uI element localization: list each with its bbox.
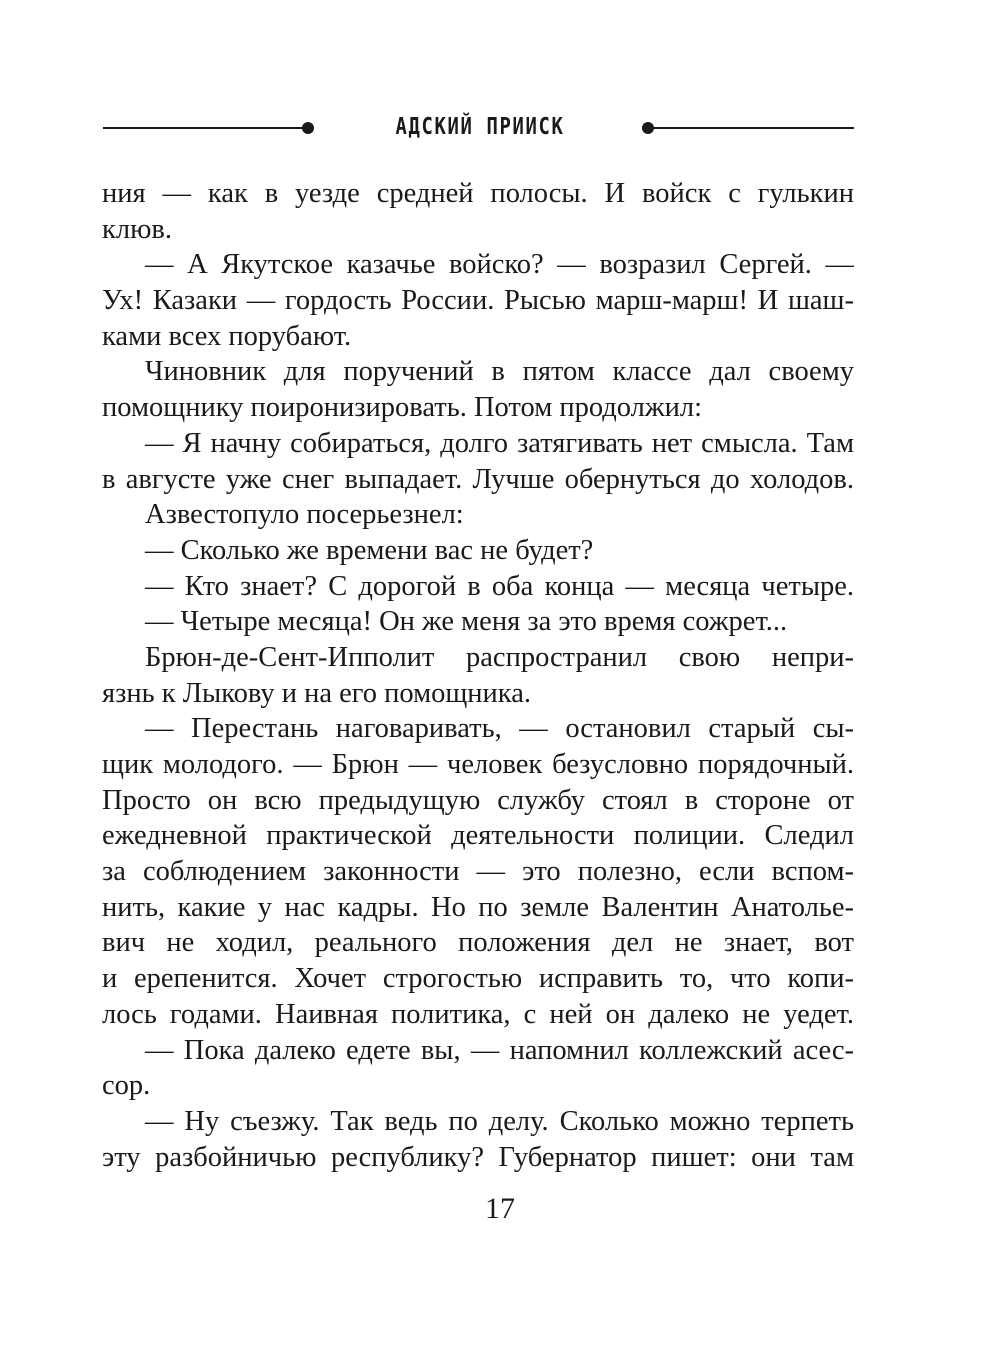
text-line: — Ну съезжу. Так ведь по делу. Сколько можно терпеть <box>145 1105 854 1137</box>
text-line: ежедневной практической деятельности полиции. Следил <box>102 820 854 852</box>
text-line: щик молодого. — Брюн — человек безусловно порядочный. <box>102 749 854 780</box>
text-line: сор. <box>102 1070 151 1102</box>
text-line: — Я начну собираться, долго затягивать нет смысла. Там <box>145 427 854 459</box>
text-line: — Кто знает? С дорогой в оба конца — месяца четыре. <box>145 570 854 602</box>
body-text <box>102 176 854 1175</box>
page-number: 17 <box>485 1192 515 1225</box>
text-line: и ерепенится. Хочет строгостью исправить то, что копи- <box>102 963 854 995</box>
text-line: Брюн-де-Сент-Ипполит распространил свою непри- <box>145 641 854 673</box>
text-line: эту разбойничью республику? Губернатор пишет: они там <box>102 1141 854 1173</box>
text-line: Ух! Казаки — гордость России. Рысью марш-марш! И шаш- <box>102 285 854 317</box>
text-line: в августе уже снег выпадает. Лучше обернуться до холодов. <box>102 463 854 495</box>
text-line: — Перестань наговаривать, — остановил старый сы- <box>145 713 854 745</box>
text-line: — А Якутское казачье войско? — возразил Сергей. — <box>145 249 854 281</box>
text-line: — Четыре месяца! Он же меня за это время сожрет... <box>145 606 788 638</box>
text-line: Просто он всю предыдущую службу стоял в стороне от <box>102 784 854 816</box>
text-line: клюв. <box>102 213 172 245</box>
running-title: АДСКИЙ ПРИИСК <box>395 114 565 140</box>
text-line: — Пока далеко едете вы, — напомнил коллежский асес- <box>145 1034 854 1066</box>
header-rule-left <box>103 127 305 129</box>
text-line: за соблюдением законности — это полезно, если вспом- <box>102 856 854 888</box>
text-line: нить, какие у нас кадры. Но по земле Валентин Анатолье- <box>102 891 854 923</box>
text-line: лось годами. Наивная политика, с ней он далеко не уедет. <box>102 998 854 1030</box>
text-line: вич не ходил, реального положения дел не знает, вот <box>102 927 854 959</box>
text-line: помощнику поиронизировать. Потом продолжил: <box>102 392 702 424</box>
text-line: ния — как в уезде средней полосы. И войск с гулькин <box>102 178 854 209</box>
text-line: Чиновник для поручений в пятом классе дал своему <box>145 356 854 388</box>
header-rule-right <box>650 127 854 129</box>
running-header <box>0 110 1000 150</box>
text-line: Азвестопуло посерьезнел: <box>145 499 464 531</box>
text-line: — Сколько же времени вас не будет? <box>145 534 594 566</box>
text-line: ками всех порубают. <box>102 320 352 352</box>
text-line: язнь к Лыкову и на его помощника. <box>102 677 531 709</box>
header-dot-left <box>302 122 314 134</box>
